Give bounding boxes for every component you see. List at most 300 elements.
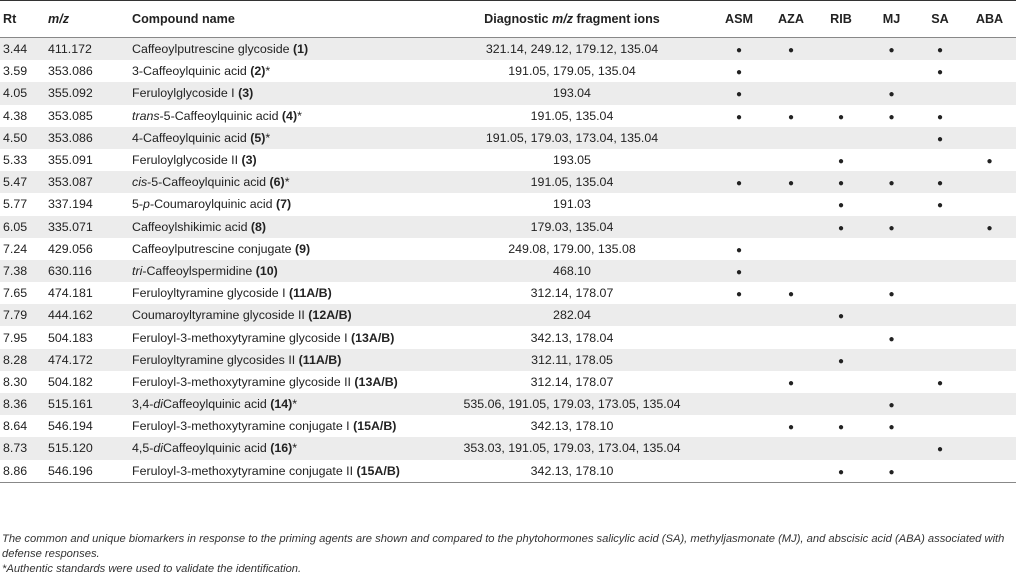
cell-rt: 7.24 [3, 241, 28, 256]
cell-asm [712, 371, 766, 393]
name-text: Caffeoylputrescine conjugate [132, 241, 296, 256]
name-text: Feruloyl-3-methoxytyramine glycoside I [132, 330, 351, 345]
cell-aba [963, 415, 1016, 437]
cell-rib [816, 460, 866, 483]
cell-fragments: 321.14, 249.12, 179.12, 135.04 [432, 38, 712, 61]
marker-dot-icon: ● [837, 156, 845, 168]
header-mj: MJ [866, 1, 917, 38]
cell-aba [963, 105, 1016, 127]
cell-asm [712, 216, 766, 238]
marker-dot-icon: ● [837, 178, 845, 190]
cell-mz: 353.086 [48, 64, 93, 79]
name-text: Feruloyltyramine glycosides II [132, 352, 299, 367]
cell-aba [963, 326, 1016, 348]
header-mz [48, 1, 132, 38]
compound-id: (9) [295, 241, 311, 256]
cell-mj [866, 60, 917, 82]
table-row [0, 371, 1016, 393]
compound-id: (8) [250, 219, 267, 234]
cell-asm [712, 149, 766, 171]
table-row [0, 171, 1016, 193]
cell-rt: 4.50 [0, 127, 48, 149]
table-row [0, 127, 1016, 149]
cell-aza [766, 393, 816, 415]
compound-id: (11A/B) [289, 286, 332, 301]
header-frag-mz: m/z [552, 12, 574, 26]
header-compound-name: Compound name [132, 1, 432, 38]
cell-aba [963, 437, 1016, 459]
cell-rib [816, 437, 866, 459]
table-row [0, 149, 1016, 171]
cell-fragments: 191.05, 135.04 [530, 108, 614, 123]
table-row [0, 82, 1016, 104]
cell-aza [766, 371, 816, 393]
footnote-standards: *Authentic standards were used to validate the identification. [2, 563, 302, 575]
cell-asm [712, 282, 766, 304]
cell-sa [917, 127, 963, 149]
cell-fragments: 249.08, 179.00, 135.08 [508, 241, 636, 256]
cell-sa [917, 349, 963, 371]
cell-sa [917, 460, 963, 483]
marker-dot-icon: ● [936, 67, 944, 79]
cell-asm [712, 415, 766, 437]
compound-id: (2) [250, 64, 266, 79]
header-rt: Rt [0, 1, 48, 38]
cell-aba [963, 216, 1016, 238]
header-frag-rest: fragment ions [576, 12, 660, 26]
compound-id: (4) [281, 108, 298, 123]
marker-dot-icon: ● [888, 466, 895, 478]
name-text: Feruloylglycoside II [132, 153, 242, 168]
name-text: Feruloyl-3-methoxytyramine conjugate I [132, 419, 354, 434]
cell-aba [963, 38, 1016, 61]
cell-fragments: 342.13, 178.10 [530, 419, 614, 434]
cell-fragments: 193.04 [432, 82, 712, 104]
name-text: Caffeoylquinic acid [163, 441, 271, 456]
cell-compound-name [132, 193, 432, 215]
cell-fragments: 191.03 [553, 197, 591, 212]
cell-mz: 353.087 [48, 171, 132, 193]
compound-id: (5) [250, 130, 266, 145]
header-fragment-ions [432, 1, 712, 38]
cell-sa [917, 82, 963, 104]
table-header [0, 1, 1016, 38]
cell-rib [816, 171, 866, 193]
cell-mj [866, 38, 917, 61]
standard-star: * [265, 130, 271, 145]
marker-dot-icon: ● [936, 133, 944, 145]
cell-compound-name [132, 460, 432, 483]
cell-compound-name [132, 238, 432, 260]
cell-compound-name [132, 82, 432, 104]
cell-mj [866, 437, 917, 459]
table-row [0, 393, 1016, 415]
cell-rib [816, 304, 866, 326]
cell-rt: 7.38 [0, 260, 48, 282]
compound-id: (1) [292, 42, 309, 57]
cell-aza [766, 60, 816, 82]
cell-aza [766, 149, 816, 171]
cell-fragments: 468.10 [432, 260, 712, 282]
cell-aza [766, 460, 816, 483]
name-prefix: 3,4- [132, 397, 154, 412]
cell-rt: 7.79 [0, 304, 48, 326]
cell-fragments: 342.13, 178.10 [432, 460, 712, 483]
cell-rt: 5.47 [0, 171, 48, 193]
cell-rib [816, 105, 866, 127]
cell-aza [766, 105, 816, 127]
marker-dot-icon: ● [936, 444, 944, 456]
cell-fragments: 191.05, 135.04 [432, 171, 712, 193]
marker-dot-icon: ● [888, 422, 895, 434]
compound-id: (13A/B) [354, 374, 398, 389]
cell-mz: 355.091 [48, 153, 93, 168]
cell-mz: 429.056 [48, 241, 93, 256]
cell-mj [866, 349, 917, 371]
cell-compound-name [132, 60, 432, 82]
compound-id: (15A/B) [356, 463, 400, 478]
cell-compound-name [132, 282, 432, 304]
cell-mj [866, 238, 917, 260]
name-text: Coumaroyltyramine glycoside II [132, 308, 309, 323]
cell-rt: 8.30 [3, 374, 28, 389]
cell-sa [917, 393, 963, 415]
cell-fragments: 535.06, 191.05, 179.03, 173.05, 135.04 [432, 393, 712, 415]
name-italic: p [143, 197, 150, 212]
cell-sa [917, 105, 963, 127]
cell-asm [712, 127, 766, 149]
name-text: 3-Caffeoylquinic acid [132, 64, 251, 79]
cell-mz: 411.172 [48, 38, 132, 61]
table-row [0, 460, 1016, 483]
standard-star: * [292, 397, 298, 412]
marker-dot-icon: ● [888, 178, 895, 190]
cell-compound-name [132, 149, 432, 171]
cell-mj [866, 82, 917, 104]
cell-mj [866, 460, 917, 483]
name-prefix: 5- [132, 197, 144, 212]
cell-sa [917, 326, 963, 348]
marker-dot-icon: ● [837, 200, 845, 212]
cell-aza [766, 216, 816, 238]
cell-compound-name [132, 38, 432, 61]
name-text: -Caffeoylspermidine [142, 263, 256, 278]
cell-mz: 335.071 [48, 216, 132, 238]
cell-mz: 504.182 [48, 374, 93, 389]
cell-rib [816, 282, 866, 304]
cell-aba [963, 60, 1016, 82]
marker-dot-icon: ● [787, 178, 795, 190]
cell-aba [963, 304, 1016, 326]
header-frag-label: Diagnostic [484, 12, 549, 26]
marker-dot-icon: ● [837, 111, 845, 123]
cell-rt: 3.44 [0, 38, 48, 61]
name-text: -5-Caffeoylquinic acid [159, 108, 282, 123]
name-text: Caffeoylshikimic acid [132, 219, 251, 234]
marker-dot-icon: ● [735, 89, 743, 101]
cell-rib [816, 326, 866, 348]
cell-rt: 4.05 [0, 82, 48, 104]
marker-dot-icon: ● [787, 289, 795, 301]
table-row [0, 437, 1016, 459]
cell-fragments: 282.04 [432, 304, 712, 326]
marker-dot-icon: ● [888, 89, 895, 101]
cell-mz: 337.194 [48, 197, 93, 212]
marker-dot-icon: ● [888, 45, 895, 57]
marker-dot-icon: ● [837, 466, 845, 478]
marker-dot-icon: ● [936, 178, 944, 190]
cell-aza [766, 349, 816, 371]
table-row [0, 304, 1016, 326]
compound-id: (10) [255, 263, 278, 278]
cell-sa [917, 216, 963, 238]
table-row [0, 282, 1016, 304]
name-italic: tri [132, 263, 143, 278]
cell-rib [816, 216, 866, 238]
table-row [0, 193, 1016, 215]
cell-rt: 7.95 [3, 330, 28, 345]
cell-aba [963, 371, 1016, 393]
cell-mj [866, 415, 917, 437]
cell-rt: 5.77 [3, 197, 28, 212]
cell-rib [816, 193, 866, 215]
header-row [0, 1, 1016, 38]
cell-rt: 6.05 [0, 216, 48, 238]
cell-compound-name [132, 216, 432, 238]
cell-aba [963, 171, 1016, 193]
cell-rib [816, 127, 866, 149]
cell-asm [712, 460, 766, 483]
cell-fragments: 179.03, 135.04 [432, 216, 712, 238]
cell-compound-name [132, 105, 432, 127]
cell-compound-name [132, 349, 432, 371]
cell-compound-name [132, 326, 432, 348]
marker-dot-icon: ● [735, 45, 743, 57]
cell-rib [816, 393, 866, 415]
name-italic: di [153, 397, 164, 412]
cell-fragments: 342.13, 178.04 [530, 330, 614, 345]
name-italic: cis [132, 175, 148, 190]
cell-mj [866, 304, 917, 326]
cell-mz: 353.086 [48, 127, 132, 149]
cell-mz: 515.120 [48, 437, 132, 459]
cell-rt: 8.28 [0, 349, 48, 371]
cell-sa [917, 171, 963, 193]
cell-aza [766, 171, 816, 193]
cell-mz: 515.161 [48, 393, 132, 415]
cell-rt: 8.36 [0, 393, 48, 415]
cell-aza [766, 238, 816, 260]
compound-id: (15A/B) [353, 419, 397, 434]
name-text: Feruloyl-3-methoxytyramine conjugate II [132, 463, 357, 478]
marker-dot-icon: ● [888, 111, 895, 123]
cell-rt: 8.73 [0, 437, 48, 459]
marker-dot-icon: ● [837, 355, 845, 367]
cell-fragments: 191.05, 179.05, 135.04 [508, 64, 636, 79]
cell-aza [766, 326, 816, 348]
name-text: -Coumaroylquinic acid [149, 197, 276, 212]
name-text: Feruloylglycoside I [132, 86, 239, 101]
marker-dot-icon: ● [936, 111, 944, 123]
name-text: Caffeoylputrescine glycoside [132, 42, 293, 57]
cell-mj [866, 260, 917, 282]
marker-dot-icon: ● [787, 422, 795, 434]
cell-asm [712, 393, 766, 415]
marker-dot-icon: ● [735, 244, 743, 256]
cell-mj [866, 326, 917, 348]
cell-fragments: 312.14, 178.07 [530, 374, 614, 389]
cell-aba [963, 238, 1016, 260]
cell-compound-name [132, 260, 432, 282]
cell-fragments: 353.03, 191.05, 179.03, 173.04, 135.04 [432, 437, 712, 459]
cell-aza [766, 38, 816, 61]
compound-id: (3) [238, 86, 254, 101]
marker-dot-icon: ● [986, 156, 993, 168]
cell-rib [816, 349, 866, 371]
cell-asm [712, 260, 766, 282]
marker-dot-icon: ● [936, 45, 944, 57]
cell-asm [712, 238, 766, 260]
cell-asm [712, 304, 766, 326]
footnote-description: The common and unique biomarkers in response to the priming agents are shown and compared to the phytohormones salicylic acid (SA), methyljasmonate (MJ), and abscisic acid (ABA) associated with defense responses. [2, 533, 1005, 560]
cell-rib [816, 149, 866, 171]
cell-sa [917, 60, 963, 82]
cell-sa [917, 437, 963, 459]
table-row [0, 38, 1016, 61]
cell-aza [766, 304, 816, 326]
cell-aza [766, 415, 816, 437]
cell-compound-name [132, 127, 432, 149]
cell-rt: 8.64 [3, 419, 28, 434]
cell-aza [766, 193, 816, 215]
table-row [0, 238, 1016, 260]
cell-rt: 4.38 [3, 108, 28, 123]
cell-aba [963, 127, 1016, 149]
marker-dot-icon: ● [888, 289, 895, 301]
standard-star: * [265, 64, 271, 79]
table-row [0, 105, 1016, 127]
cell-rib [816, 415, 866, 437]
marker-dot-icon: ● [735, 67, 743, 79]
name-italic: di [153, 441, 164, 456]
cell-rib [816, 60, 866, 82]
name-prefix: 4,5- [132, 441, 154, 456]
cell-compound-name [132, 171, 432, 193]
header-rib: RIB [816, 1, 866, 38]
name-text: 4-Caffeoylquinic acid [132, 130, 251, 145]
marker-dot-icon: ● [837, 311, 845, 323]
marker-dot-icon: ● [787, 377, 795, 389]
cell-sa [917, 371, 963, 393]
cell-aba [963, 282, 1016, 304]
cell-asm [712, 193, 766, 215]
cell-sa [917, 415, 963, 437]
marker-dot-icon: ● [986, 222, 993, 234]
header-aza: AZA [766, 1, 816, 38]
cell-mj [866, 105, 917, 127]
marker-dot-icon: ● [936, 200, 944, 212]
cell-rib [816, 82, 866, 104]
cell-sa [917, 149, 963, 171]
compound-id: (11A/B) [298, 352, 342, 367]
cell-rt: 8.86 [0, 460, 48, 483]
compound-id: (7) [275, 197, 292, 212]
cell-aza [766, 260, 816, 282]
cell-mj [866, 127, 917, 149]
cell-rib [816, 260, 866, 282]
table-row [0, 349, 1016, 371]
standard-star: * [292, 441, 298, 456]
cell-fragments: 191.05, 179.03, 173.04, 135.04 [432, 127, 712, 149]
compound-id: (14) [270, 397, 293, 412]
cell-compound-name [132, 371, 432, 393]
cell-aba [963, 260, 1016, 282]
cell-asm [712, 82, 766, 104]
cell-mz: 546.196 [48, 460, 132, 483]
cell-mz: 630.116 [48, 260, 132, 282]
header-mz-text: m/z [48, 12, 69, 26]
cell-rib [816, 38, 866, 61]
cell-sa [917, 238, 963, 260]
name-italic: trans [132, 108, 160, 123]
cell-aba [963, 393, 1016, 415]
cell-mz: 504.183 [48, 330, 93, 345]
cell-mj [866, 282, 917, 304]
cell-asm [712, 60, 766, 82]
cell-aza [766, 282, 816, 304]
marker-dot-icon: ● [936, 377, 944, 389]
cell-mj [866, 193, 917, 215]
standard-star: * [297, 108, 302, 123]
cell-asm [712, 326, 766, 348]
cell-sa [917, 38, 963, 61]
cell-mz: 546.194 [48, 419, 93, 434]
cell-mj [866, 371, 917, 393]
cell-compound-name [132, 415, 432, 437]
cell-sa [917, 260, 963, 282]
marker-dot-icon: ● [837, 222, 845, 234]
cell-fragments: 312.11, 178.05 [432, 349, 712, 371]
compound-id: (6) [269, 175, 285, 190]
marker-dot-icon: ● [787, 45, 795, 57]
cell-aza [766, 437, 816, 459]
cell-mj [866, 171, 917, 193]
compound-id: (3) [241, 153, 257, 168]
marker-dot-icon: ● [888, 333, 895, 345]
cell-asm [712, 349, 766, 371]
cell-aba [963, 82, 1016, 104]
name-text: Feruloyltyramine glycoside I [132, 286, 290, 301]
header-aba: ABA [963, 1, 1016, 38]
cell-sa [917, 282, 963, 304]
cell-rt: 3.59 [3, 64, 28, 79]
cell-mz: 353.085 [48, 108, 93, 123]
table-row [0, 260, 1016, 282]
cell-fragments: 312.14, 178.07 [530, 286, 614, 301]
name-text: -5-Caffeoylquinic acid [147, 175, 270, 190]
cell-aba [963, 149, 1016, 171]
cell-compound-name [132, 393, 432, 415]
cell-fragments: 193.05 [553, 153, 591, 168]
cell-asm [712, 437, 766, 459]
table-row [0, 60, 1016, 82]
compound-id: (13A/B) [350, 330, 395, 345]
cell-asm [712, 38, 766, 61]
compound-id: (16) [270, 441, 293, 456]
cell-rib [816, 238, 866, 260]
table-row [0, 415, 1016, 437]
cell-mj [866, 149, 917, 171]
